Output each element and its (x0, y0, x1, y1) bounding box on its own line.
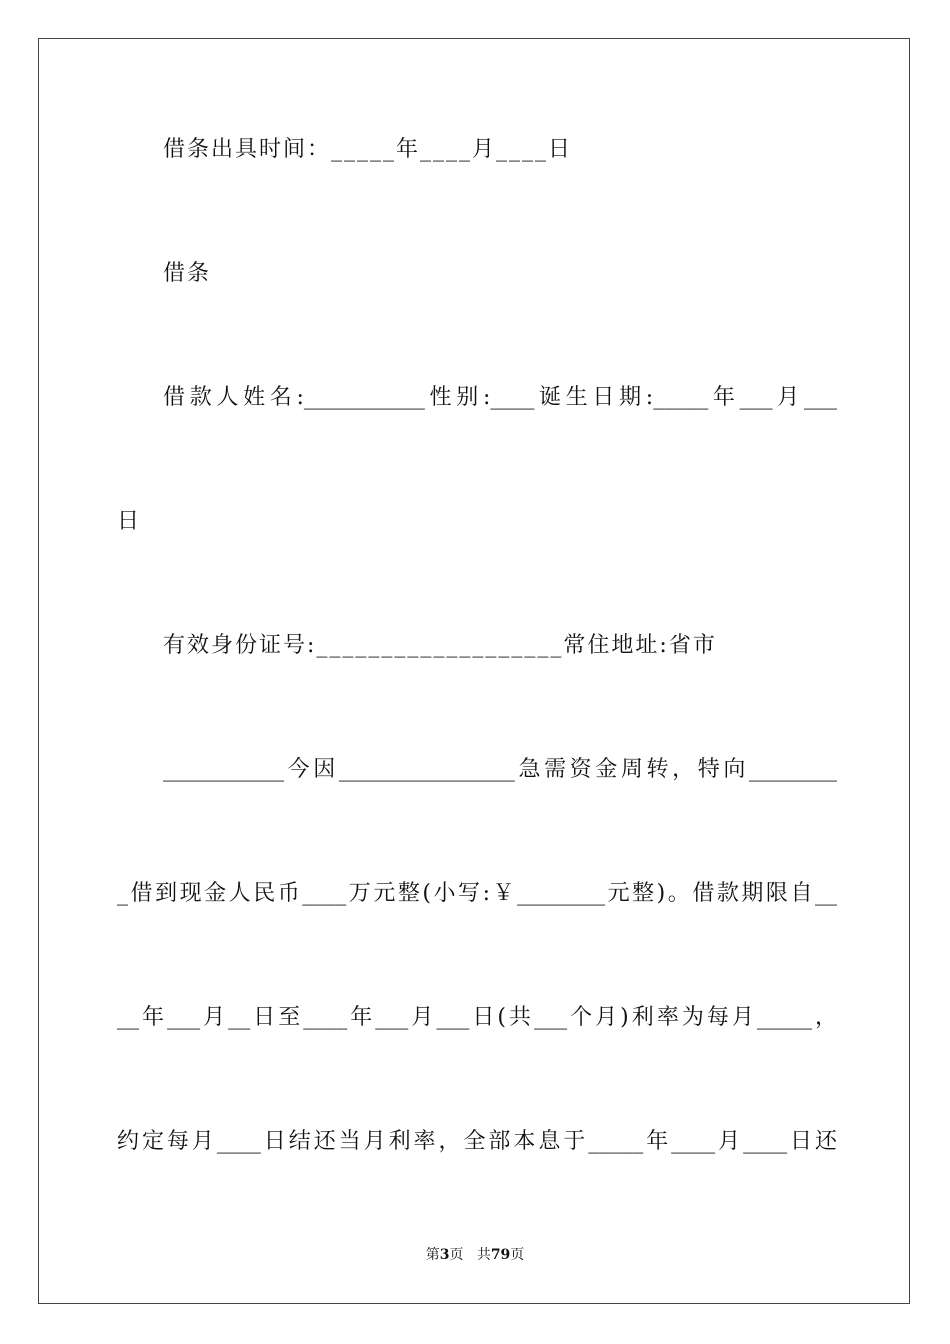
borrower-info-line-cont: 日 (117, 509, 142, 534)
page-footer (0, 1246, 950, 1264)
total-prefix: 共 (476, 1247, 491, 1263)
issue-date-line: 借条出具时间：_____年____月____日 (163, 137, 573, 162)
period-line: __年___月__日至____年___月___日(共___个月)利率为每月_____， (117, 1005, 837, 1030)
page-prefix: 第 (425, 1247, 440, 1263)
reason-line: ___________今因________________急需资金周转，特向________ (163, 757, 837, 782)
page-number: 3 (439, 1247, 450, 1263)
total-suffix: 页 (510, 1247, 525, 1263)
borrower-info-line: 借款人姓名:___________性别:____诞生日期:_____年___月___ (163, 385, 837, 410)
repayment-line: 约定每月____日结还当月利率，全部本息于_____年____月____日还 (117, 1129, 837, 1154)
total-pages: 79 (490, 1247, 511, 1263)
id-address-line: 有效身份证号:___________________常住地址:省市 (163, 633, 717, 658)
doc-title: 借条 (163, 261, 212, 286)
page-border (38, 38, 910, 1304)
page-suffix: 页 (449, 1247, 464, 1263)
amount-line: _借到现金人民币____万元整(小写:￥________元整)。借款期限自__ (117, 881, 837, 906)
